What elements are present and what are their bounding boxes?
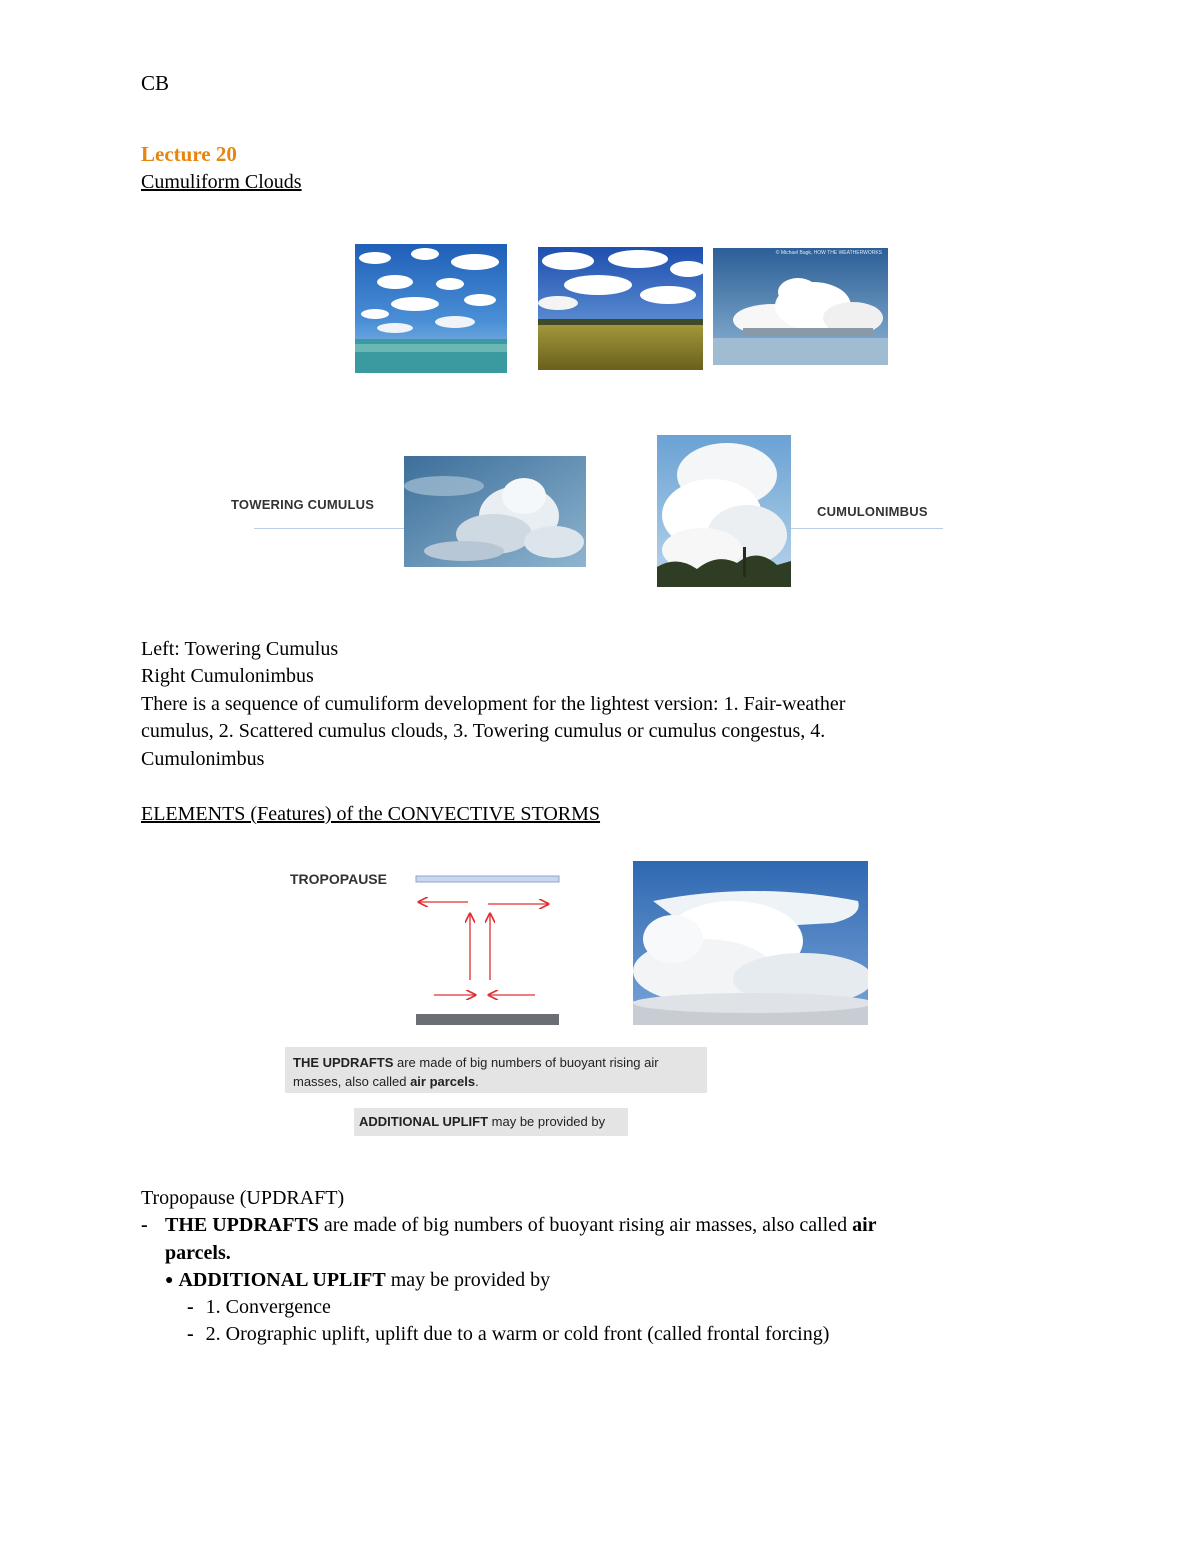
lecture-topic: Cumuliform Clouds [141, 171, 302, 193]
bullet-dot: ● [165, 1273, 174, 1288]
uplift-box-bold: ADDITIONAL UPLIFT [359, 1114, 489, 1129]
updrafts-air: air [852, 1214, 877, 1236]
ground-bar [416, 1014, 559, 1025]
updraft-diagram [405, 870, 570, 1030]
photo-towering-cumulus [404, 456, 586, 567]
updrafts-text-box [285, 1047, 707, 1093]
label-towering-cumulus: TOWERING CUMULUS [231, 497, 375, 512]
notes-bullet-additional-uplift [165, 1267, 550, 1297]
photo-fair-weather-cumulus [355, 244, 507, 373]
photo-credit: © Michael Bagk, HOW THE WEATHERWORKS [775, 250, 882, 256]
updrafts-box-air-parcels: air parcels [410, 1074, 476, 1089]
updrafts-box-period: . [475, 1074, 479, 1089]
photo-cumulus-over-sea [713, 248, 888, 365]
updrafts-rest: are made of big numbers of buoyant rising air masses, also called [318, 1214, 853, 1236]
sub-item-2-text: 2. Orographic uplift, uplift due to a warm or cold front (called frontal forcing) [205, 1323, 830, 1345]
connector-line-left [254, 528, 404, 529]
caption-left: Left: Towering Cumulus [141, 638, 339, 660]
label-tropopause: TROPOPAUSE [290, 871, 387, 887]
updrafts-box-line2: masses, also called [293, 1074, 411, 1089]
sub-item-1-text: 1. Convergence [205, 1296, 331, 1318]
photo-cumulonimbus [657, 435, 791, 587]
uplift-box-rest: may be provided by [488, 1114, 606, 1129]
sequence-paragraph-line1: There is a sequence of cumuliform development for the lightest version: 1. Fair-weather [141, 693, 846, 715]
updrafts-bold: THE UPDRAFTS [165, 1214, 319, 1236]
sub-dash-1: - [187, 1296, 194, 1318]
header-initials: CB [141, 71, 170, 95]
notes-title: Tropopause (UPDRAFT) [141, 1187, 345, 1209]
sequence-paragraph-line2: cumulus, 2. Scattered cumulus clouds, 3. Towering cumulus or cumulus congestus, 4. [141, 720, 826, 742]
caption-right: Right Cumulonimbus [141, 665, 314, 687]
sub-dash-2: - [187, 1323, 194, 1345]
lecture-title: Lecture 20 [141, 142, 237, 166]
section-heading-elements: ELEMENTS (Features) of the CONVECTIVE STORMS [141, 803, 601, 825]
photo-anvil-cumulonimbus [633, 861, 868, 1025]
tropopause-bar [416, 876, 559, 882]
dash-marker: - [141, 1214, 148, 1236]
connector-line-right [791, 528, 943, 529]
additional-uplift-box [354, 1108, 628, 1136]
sequence-paragraph-line3: Cumulonimbus [141, 748, 265, 770]
notes-sub-item-1 [187, 1294, 331, 1322]
photo-scattered-cumulus [538, 247, 703, 370]
uplift-rest: may be provided by [385, 1269, 551, 1291]
notes-sub-item-2 [187, 1321, 829, 1349]
updrafts-box-rest: are made of big numbers of buoyant rising air [393, 1055, 659, 1070]
updrafts-box-bold: THE UPDRAFTS [293, 1055, 394, 1070]
uplift-bold: ADDITIONAL UPLIFT [178, 1269, 386, 1291]
notes-dash-item-updrafts [141, 1212, 1021, 1267]
label-cumulonimbus: CUMULONIMBUS [817, 504, 928, 519]
updrafts-parcels: parcels. [165, 1241, 231, 1264]
